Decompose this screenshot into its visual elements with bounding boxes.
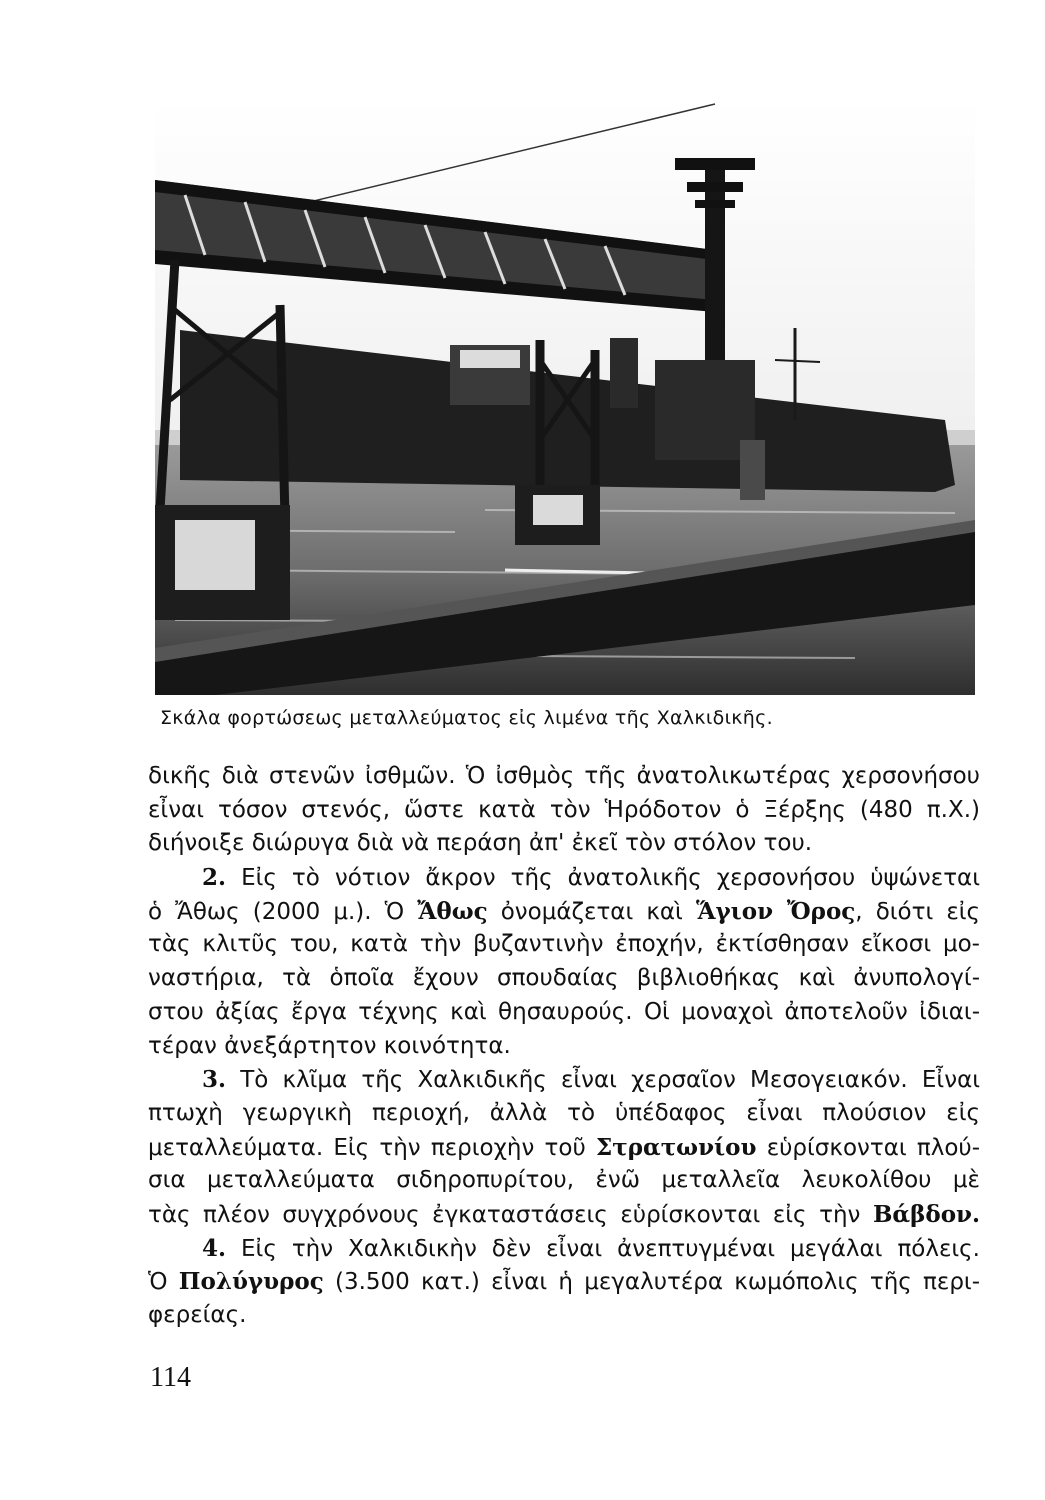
paragraph-2-start: 2. Εἰς τὸ νότιον ἄκρον τῆς ἀνατολικῆς χερσονήσου ὑψώνεται (202, 864, 981, 892)
text-line: δικῆς διὰ στενῶν ἰσθμῶν. Ὁ ἰσθμὸς τῆς ἀνατολικωτέρας χερσονήσου (148, 763, 980, 789)
term-agion-oros: Ἅγιον Ὄρος (695, 897, 856, 925)
paragraph-3-start: 3. Τὸ κλῖμα τῆς Χαλκιδικῆς εἶναι χερσαῖον Μεσογειακόν. Εἶναι (202, 1066, 981, 1094)
paragraph-number: 3. (202, 1066, 227, 1094)
text-line: σια μεταλλεύματα σιδηροπυρίτου, ἐνῶ μεταλλεῖα λευκολίθου μὲ (148, 1167, 980, 1194)
text-line: τέραν ἀνεξάρτητον κοινότητα. (148, 1032, 511, 1059)
page-number: 114 (150, 1362, 191, 1393)
text-line: τὰς κλιτῦς του, κατὰ τὴν βυζαντινὴν ἐποχήν, ἐκτίσθησαν εἴκοσι μο- (148, 931, 980, 958)
paragraph-number: 4. (202, 1234, 227, 1262)
term-vavdos: Βάβδον. (872, 1200, 981, 1228)
text-line: τὰς πλέον συγχρόνους ἐγκαταστάσεις εὑρίσκονται εἰς τὴν Βάβδον. (148, 1200, 981, 1228)
text-line: εἶναι τόσον στενός, ὥστε κατὰ τὸν Ἡρόδοτον ὁ Ξέρξης (480 π.Χ.) (148, 796, 980, 823)
text-line: μεταλλεύματα. Εἰς τὴν περιοχὴν τοῦ Στρατωνίου εὑρίσκονται πλού- (148, 1133, 981, 1161)
text-line: ὁ Ἄθως (2000 μ.). Ὁ Ἄθως ὀνομάζεται καὶ Ἅγιον Ὄρος, διότι εἰς (148, 897, 981, 925)
term-polygyros: Πολύγυρος (178, 1268, 324, 1296)
text-line: στου ἀξίας ἔργα τέχνης καὶ θησαυρούς. Οἱ μοναχοὶ ἀποτελοῦν ἰδιαι- (148, 998, 980, 1025)
text-line: Ὁ Πολύγυρος (3.500 κατ.) εἶναι ἡ μεγαλυτέρα κωμόπολις τῆς περι- (148, 1268, 981, 1296)
paragraph-number: 2. (202, 864, 227, 892)
text-line: διήνοιξε διώρυγα διὰ νὰ περάση ἀπ' ἐκεῖ τὸν στόλον του. (148, 830, 813, 857)
port-loading-photo (155, 100, 975, 695)
text-line: φερείας. (148, 1302, 247, 1328)
term-stratonion: Στρατωνίου (595, 1133, 757, 1161)
text-line: ναστήρια, τὰ ὁποῖα ἔχουν σπουδαίας βιβλιοθήκας καὶ ἀνυπολογί- (148, 965, 980, 992)
text-line: πτωχὴ γεωργικὴ περιοχή, ἀλλὰ τὸ ὑπέδαφος εἶναι πλούσιον εἰς (148, 1099, 980, 1126)
term-athos: Ἄθως (417, 897, 488, 925)
paragraph-4-start: 4. Εἰς τὴν Χαλκιδικὴν δὲν εἶναι ἀνεπτυγμέναι μεγάλαι πόλεις. (202, 1234, 980, 1262)
body-text (148, 760, 980, 1333)
photo-caption: Σκάλα φορτώσεως μεταλλεύματος εἰς λιμένα τῆς Χαλκιδικῆς. (160, 707, 773, 729)
